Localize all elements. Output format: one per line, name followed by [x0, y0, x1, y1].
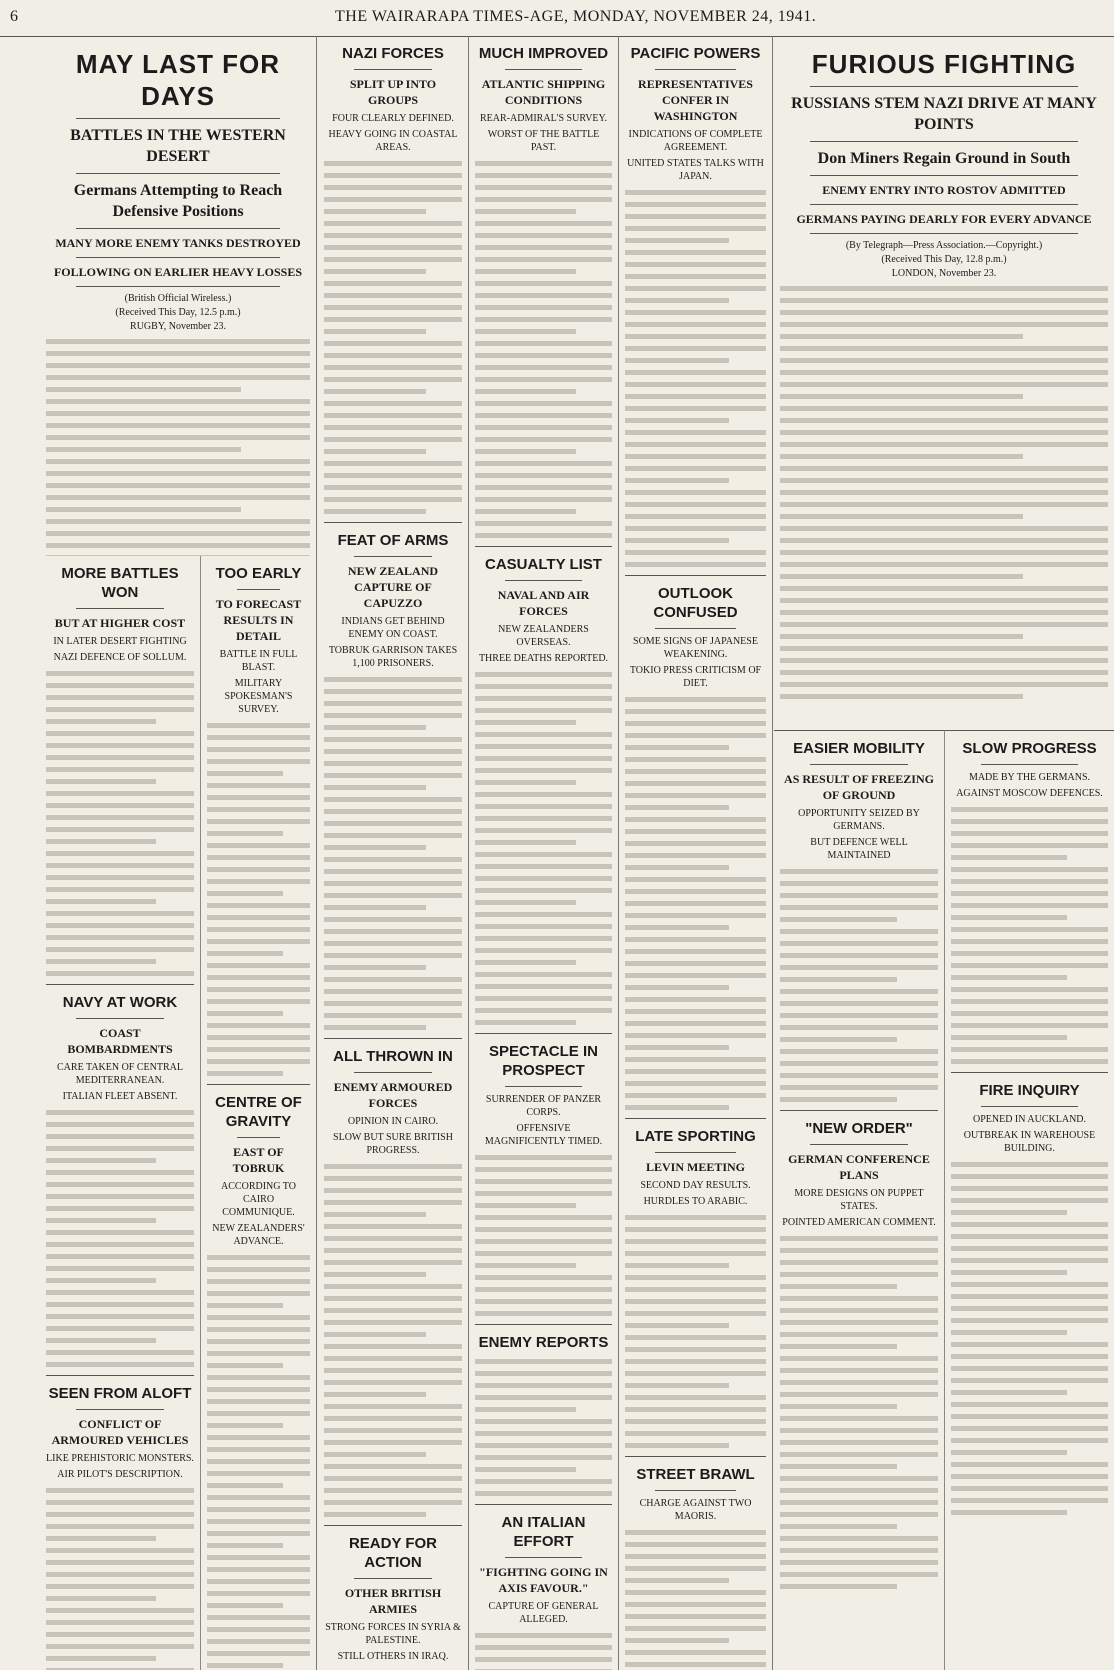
- subheadline: INDIANS GET BEHIND ENEMY ON COAST.: [341, 616, 445, 640]
- subheadline: NEW ZEALANDERS OVERSEAS.: [498, 624, 589, 648]
- subheadline: THREE DEATHS REPORTED.: [478, 653, 609, 664]
- subheadline: OPPORTUNITY SEIZED BY GERMANS.: [798, 808, 920, 832]
- headline: CASUALTY LIST: [485, 556, 602, 573]
- subheadline: REPRESENTATIVES CONFER IN WASHINGTON: [638, 77, 753, 123]
- body-text-placeholder: [207, 723, 310, 1076]
- body-text-placeholder: [951, 807, 1108, 1064]
- subheadline: NEW ZEALAND CAPTURE OF CAPUZZO: [347, 564, 439, 610]
- subheadline: WORST OF THE BATTLE PAST.: [487, 129, 600, 153]
- subheadline: RUSSIANS STEM NAZI DRIVE AT MANY POINTS: [791, 95, 1097, 133]
- subheadline: Don Miners Regain Ground in South: [817, 150, 1071, 167]
- subheadline: IN LATER DESERT FIGHTING: [53, 636, 187, 647]
- source-line: (British Official Wireless.): [124, 293, 232, 304]
- headline: NAVY AT WORK: [62, 994, 178, 1011]
- subheadline: NAZI DEFENCE OF SOLLUM.: [53, 652, 187, 663]
- subheadline: LEVIN MEETING: [645, 1160, 746, 1174]
- headline: AN ITALIAN EFFORT: [501, 1514, 586, 1550]
- subheadline: HURDLES TO ARABIC.: [643, 1196, 748, 1207]
- subheadline: MILITARY SPOKESMAN'S SURVEY.: [224, 678, 293, 715]
- headline: SPECTACLE IN PROSPECT: [489, 1043, 598, 1079]
- subheadline: ITALIAN FLEET ABSENT.: [62, 1091, 178, 1102]
- subheadline: FOLLOWING ON EARLIER HEAVY LOSSES: [53, 265, 303, 279]
- subheadline: CHARGE AGAINST TWO MAORIS.: [639, 1498, 752, 1522]
- headline: PACIFIC POWERS: [630, 45, 761, 62]
- subheadline: MORE DESIGNS ON PUPPET STATES.: [794, 1188, 924, 1212]
- headline: OUTLOOK CONFUSED: [653, 585, 738, 621]
- subheadline: OPENED IN AUCKLAND.: [972, 1114, 1087, 1125]
- headline: EASIER MOBILITY: [793, 740, 925, 757]
- body-text-placeholder: [324, 677, 462, 1030]
- headline: FEAT OF ARMS: [337, 532, 449, 549]
- subheadline: OUTBREAK IN WAREHOUSE BUILDING.: [963, 1130, 1096, 1154]
- subheadline: ATLANTIC SHIPPING CONDITIONS: [481, 77, 606, 107]
- subheadline: BATTLE IN FULL BLAST.: [219, 649, 298, 673]
- source-line: (By Telegraph—Press Association.—Copyright.): [845, 240, 1043, 251]
- body-text-placeholder: [46, 671, 194, 976]
- subheadline: SURRENDER OF PANZER CORPS.: [485, 1094, 602, 1118]
- headline: MUCH IMPROVED: [478, 45, 609, 62]
- subheadline: TO FORECAST RESULTS IN DETAIL: [215, 597, 302, 643]
- body-text-placeholder: [951, 1162, 1108, 1515]
- body-text-placeholder: [324, 161, 462, 514]
- body-text-placeholder: [780, 1236, 938, 1589]
- subheadline: NAVAL AND AIR FORCES: [497, 588, 590, 618]
- column-1-stories: [40, 556, 200, 1670]
- body-text-placeholder: [475, 672, 612, 1025]
- subheadline: AGAINST MOSCOW DEFENCES.: [956, 788, 1103, 799]
- page-number: 6: [10, 8, 19, 25]
- subheadline: COAST BOMBARDMENTS: [67, 1026, 173, 1056]
- subheadline: ACCORDING TO CAIRO COMMUNIQUE.: [221, 1181, 296, 1218]
- headline: NAZI FORCES: [342, 45, 444, 62]
- subheadline: SPLIT UP INTO GROUPS: [349, 77, 437, 107]
- column-7-stories: [944, 730, 1114, 1670]
- subheadline: ENEMY ENTRY INTO ROSTOV ADMITTED: [822, 183, 1066, 197]
- received-line: (Received This Day, 12.5 p.m.): [115, 307, 241, 318]
- column-6-stories: [774, 730, 944, 1670]
- subheadline: STRONG FORCES IN SYRIA & PALESTINE.: [325, 1622, 461, 1646]
- lead-story-russian-front: [774, 36, 1114, 730]
- subheadline: SECOND DAY RESULTS.: [640, 1180, 751, 1191]
- subheadline: UNITED STATES TALKS WITH JAPAN.: [627, 158, 764, 182]
- body-text-placeholder: [46, 1488, 194, 1670]
- headline: MORE BATTLES WON: [61, 565, 179, 601]
- dateline: RUGBY, November 23.: [130, 321, 226, 332]
- subheadline: LIKE PREHISTORIC MONSTERS.: [46, 1453, 194, 1464]
- subheadline: GERMANS PAYING DEARLY FOR EVERY ADVANCE: [796, 212, 1092, 226]
- body-text-placeholder: [475, 1633, 612, 1670]
- subheadline: SLOW BUT SURE BRITISH PROGRESS.: [333, 1132, 453, 1156]
- column-2-stories: [200, 556, 316, 1670]
- column-rule: [772, 36, 773, 1670]
- subheadline: CONFLICT OF ARMOURED VEHICLES: [51, 1417, 189, 1447]
- column-rule: [316, 36, 317, 1670]
- subheadline: BATTLES IN THE WESTERN DESERT: [70, 127, 286, 165]
- column-4-stories: [469, 36, 618, 1670]
- body-text-placeholder: [475, 161, 612, 538]
- subheadline: Germans Attempting to Reach Defensive Positions: [73, 182, 283, 220]
- subheadline: CAPTURE OF GENERAL ALLEGED.: [488, 1601, 599, 1625]
- headline: TOO EARLY: [215, 565, 302, 582]
- subheadline: OTHER BRITISH ARMIES: [344, 1586, 442, 1616]
- headline: ALL THROWN IN: [333, 1048, 453, 1065]
- subheadline: MADE BY THE GERMANS.: [968, 772, 1091, 783]
- subheadline: STILL OTHERS IN IRAQ.: [337, 1651, 449, 1662]
- masthead: [0, 0, 1114, 37]
- subheadline: TOBRUK GARRISON TAKES 1,100 PRISONERS.: [328, 645, 458, 669]
- subheadline: SOME SIGNS OF JAPANESE WEAKENING.: [633, 636, 758, 660]
- subheadline: CARE TAKEN OF CENTRAL MEDITERRANEAN.: [57, 1062, 183, 1086]
- body-text-placeholder: [625, 697, 766, 1110]
- body-text-placeholder: [475, 1155, 612, 1316]
- headline: STREET BRAWL: [636, 1466, 755, 1483]
- headline: "NEW ORDER": [805, 1120, 913, 1137]
- subheadline: FOUR CLEARLY DEFINED.: [332, 113, 454, 124]
- body-text-placeholder: [46, 339, 310, 556]
- headline: LATE SPORTING: [635, 1128, 756, 1145]
- subheadline: INDICATIONS OF COMPLETE AGREEMENT.: [628, 129, 763, 153]
- subheadline: "FIGHTING GOING IN AXIS FAVOUR.": [479, 1565, 608, 1595]
- subheadline: OFFENSIVE MAGNIFICENTLY TIMED.: [484, 1123, 603, 1147]
- headline: ENEMY REPORTS: [478, 1334, 609, 1351]
- subheadline: AIR PILOT'S DESCRIPTION.: [57, 1469, 183, 1480]
- headline: SLOW PROGRESS: [962, 740, 1097, 757]
- subheadline: REAR-ADMIRAL'S SURVEY.: [480, 113, 607, 124]
- subheadline: GERMAN CONFERENCE PLANS: [788, 1152, 930, 1182]
- headline: READY FOR ACTION: [348, 1535, 438, 1571]
- headline: FIRE INQUIRY: [979, 1082, 1080, 1099]
- body-text-placeholder: [324, 1164, 462, 1517]
- headline: FURIOUS FIGHTING: [811, 49, 1077, 79]
- subheadline: BUT DEFENCE WELL MAINTAINED: [810, 837, 908, 861]
- column-3-stories: [318, 36, 468, 1670]
- headline: MAY LAST FOR DAYS: [75, 49, 281, 111]
- body-text-placeholder: [625, 190, 766, 567]
- subheadline: TOKIO PRESS CRITICISM OF DIET.: [629, 665, 762, 689]
- column-5-stories: [619, 36, 772, 1670]
- body-text-placeholder: [207, 1255, 310, 1670]
- received-line: (Received This Day, 12.8 p.m.): [881, 254, 1007, 265]
- body-text-placeholder: [625, 1530, 766, 1670]
- body-text-placeholder: [780, 286, 1108, 699]
- subheadline: MANY MORE ENEMY TANKS DESTROYED: [55, 236, 301, 250]
- subheadline: BUT AT HIGHER COST: [54, 616, 186, 630]
- body-text-placeholder: [475, 1359, 612, 1496]
- subheadline: ENEMY ARMOURED FORCES: [333, 1080, 453, 1110]
- lead-story-western-desert: [40, 36, 316, 556]
- masthead-title: THE WAIRARAPA TIMES-AGE, MONDAY, NOVEMBER 24, 1941.: [335, 8, 817, 25]
- subheadline: NEW ZEALANDERS' ADVANCE.: [212, 1223, 305, 1247]
- body-text-placeholder: [625, 1215, 766, 1448]
- headline: SEEN FROM ALOFT: [48, 1385, 192, 1402]
- dateline: LONDON, November 23.: [891, 268, 997, 279]
- subheadline: AS RESULT OF FREEZING OF GROUND: [784, 772, 934, 802]
- headline: CENTRE OF GRAVITY: [215, 1094, 302, 1130]
- body-text-placeholder: [46, 1110, 194, 1367]
- body-text-placeholder: [780, 869, 938, 1102]
- subheadline: HEAVY GOING IN COASTAL AREAS.: [328, 129, 458, 153]
- subheadline: OPINION IN CAIRO.: [347, 1116, 439, 1127]
- subheadline: POINTED AMERICAN COMMENT.: [782, 1217, 936, 1228]
- subheadline: EAST OF TOBRUK: [232, 1145, 285, 1175]
